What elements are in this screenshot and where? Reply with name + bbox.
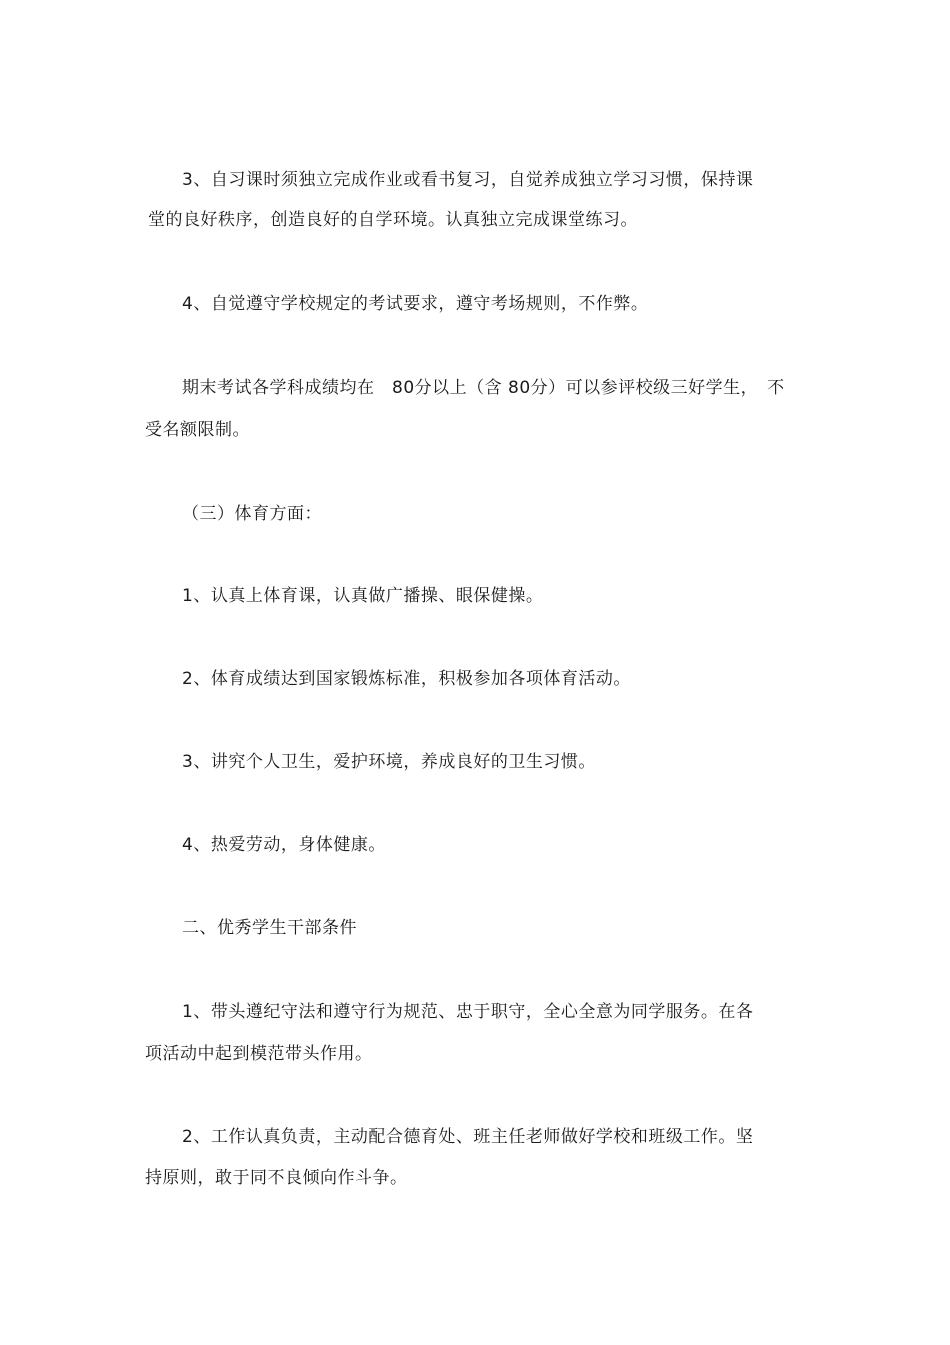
paragraph-1-line-2: 堂的良好秩序，创造良好的自学环境。认真独立完成课堂练习。 — [148, 210, 638, 230]
paragraph-1-line-1: 3、自习课时须独立完成作业或看书复习，自觉养成独立学习习惯，保持课 — [182, 170, 754, 190]
paragraph-2-line-1: 4、自觉遵守学校规定的考试要求，遵守考场规则，不作弊。 — [182, 294, 649, 314]
paragraph-10-line-2: 项活动中起到模范带头作用。 — [145, 1044, 373, 1064]
paragraph-3-line-2: 受名额限制。 — [145, 420, 250, 440]
paragraph-6-line-1: 2、体育成绩达到国家锻炼标准，积极参加各项体育活动。 — [182, 669, 631, 689]
paragraph-8-line-1: 4、热爱劳动，身体健康。 — [182, 835, 386, 855]
paragraph-5-line-1: 1、认真上体育课，认真做广播操、眼保健操。 — [182, 586, 544, 606]
paragraph-11-line-1: 2、工作认真负责，主动配合德育处、班主任老师做好学校和班级工作。坚 — [182, 1127, 754, 1147]
section-heading-leaders: 二、优秀学生干部条件 — [182, 918, 357, 938]
paragraph-10-line-1: 1、带头遵纪守法和遵守行为规范、忠于职守，全心全意为同学服务。在各 — [182, 1002, 754, 1022]
paragraph-3-line-1: 期末考试各学科成绩均在 80分以上（含 80分）可以参评校级三好学生， 不 — [182, 378, 785, 398]
paragraph-11-line-2: 持原则，敢于同不良倾向作斗争。 — [145, 1168, 408, 1188]
section-heading-sports: （三）体育方面： — [182, 504, 322, 524]
paragraph-7-line-1: 3、讲究个人卫生，爱护环境，养成良好的卫生习惯。 — [182, 752, 596, 772]
